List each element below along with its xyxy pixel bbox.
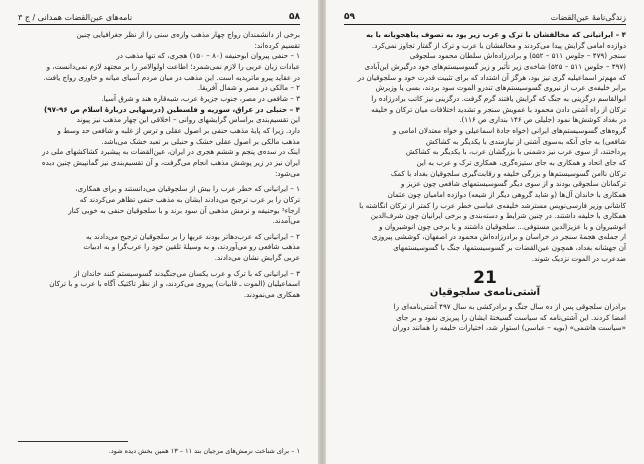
text-line: ۲ – مالکی در مصر و شمال آفریقا. bbox=[197, 83, 300, 93]
text-line: امضا کردند. این آشتی‌نامه که سیاست گسیختهٔ ایشان را پیریزی نمود و بر جای bbox=[396, 312, 626, 322]
text-line: ۲ – ایرانیانی که عرب‌دهاتر بودند عربها را بر سلجوقیان ترجیح می‌دادند به bbox=[85, 231, 300, 241]
text-line: ابوالقاسم درگزینی به جنگ که گرایش یافتند گرم گرفت. درگزینی نیز کاتب برادرزاده را bbox=[371, 93, 626, 103]
text-line: ترکان را بر عرب ترجیح می‌دادند ایشان به مذهب حنفی تظاهر می‌کردند که bbox=[79, 194, 300, 204]
text-line: ارجاء¹ بوحنیفه و نرمش مذهبی آن سود برند و با سلجوقیان حنفی به خوبی کنار bbox=[68, 205, 300, 215]
text-line: عربی گرایش نشان می‌دادند. bbox=[214, 253, 300, 263]
right-running-title: زندگی‌نامهٔ عین‌القضات bbox=[550, 13, 626, 22]
text-line: دوازده امامی گرایش پیدا می‌کردند و مخالفشان با عرب و ترک از گفتار تجاوز نمی‌کرد. bbox=[371, 40, 626, 50]
text-line: ترکمانان سلجوقی بودند و از سوی دیگر گسوسیستمهای شافعی چون عزیز و bbox=[401, 179, 626, 189]
text-line: که جای اتحاد و همکاری به جای ستیزه‌گری، همکاری ترک و عرب به این bbox=[416, 157, 626, 167]
text-line: برادران سلجوقی پس از ده سال جنگ و برادرکشی به سال ۴۹۷ آشتی‌نامه‌ای را bbox=[393, 302, 626, 312]
text-line: شافعی) به جای آنکه به‌سوی آشتی از نیازمندی با یکدیگر به کشاکش bbox=[425, 136, 626, 146]
text-line: ۳ – شافعی در مصر، جنوب جزیرهٔ عرب، شبه‌قاره هند و شرق آسیا. bbox=[101, 93, 300, 103]
text-line: اسماعیلیان (الموت ـ قابیات) پیروی می‌کردند، و از نظر تاکتیک آگاه با عرب و با ترکان bbox=[49, 279, 300, 289]
left-body-text bbox=[18, 30, 300, 300]
text-line: ضدعرب در الموت نزدیک شوند. bbox=[531, 253, 626, 263]
text-line: سنجر (۴۷۹ – جلوس ۵۱۱ – ۵۵۲) و برادرزاده‌اش سلطان محمود سلجوقی bbox=[409, 51, 626, 61]
text-line: که مهم‌تر اسماعیلیه گری نیز بود، هرگز آن اشتداد که برای تثبیت قدرت خود و سلجوقیان در bbox=[357, 72, 626, 82]
book-gutter bbox=[318, 0, 326, 464]
text-line: ۴ – ایرانیانی که مخالفشان با ترک و عرب زیر پود به تصوف پناهجویانه با به bbox=[366, 30, 626, 39]
text-line: ترکان از راه آشتی دادن محمود با عمویش سنجر و تشدید اختلافات میان ترکان و خلیفه bbox=[371, 104, 626, 114]
chapter-title: آشتی‌نامه‌ی سلجوقیان bbox=[429, 286, 541, 298]
footnote: ۱ – برای شناخت نرمش‌های مرجیان بند ۱۱ – ۱۳ همین بخش دیده شود. bbox=[108, 447, 300, 455]
right-running-head bbox=[344, 10, 626, 25]
left-running-title: نامه‌های عین‌القضات همدانی / ج ۳ bbox=[18, 13, 133, 22]
left-page-number: ۵۸ bbox=[289, 12, 300, 22]
text-line: تقسیم کرده‌اند: bbox=[254, 40, 300, 50]
text-line: عبادات زبان عربی را لازم نمی‌شمرد؛ اطاعت اولوالامر را بر مجتهد لازم نمی‌دانست، و bbox=[46, 61, 300, 71]
chapter-number: 21 bbox=[473, 267, 497, 288]
text-line: (۴۹۷ – جلوس ۵۱۱ – ۵۲۵) شاخه‌ی زیر تأثیر و زیر گسوسیستم‌های خود درگیرش این‌آبادی bbox=[364, 61, 626, 71]
text-line: ۱ – حنفی پیروان ابوحنیفه (۸۰ – ۱۵۰) هجری، که تنها مذهب در bbox=[116, 51, 300, 61]
left-page bbox=[0, 0, 318, 464]
text-line: ایران نیز در زیر پوشش مذهب انجام می‌گرفت، و آن تقسیم‌بندی نیز گمانپیش چنین دیده bbox=[41, 157, 300, 167]
text-line: ۴ – حنبلی در عراق، سوریه و فلسطین (درسهایی دربارهٔ اسلام ص ۹۶-۹۷) bbox=[44, 104, 300, 114]
text-line: ۳ – ایرانیانی که با ترک و عرب یکسان می‌جنگیدند گسوسیستم کنند خاندان از bbox=[73, 268, 300, 278]
text-line: «سیاست هاشمی» (بویه – عباسی) استوار شد، اختیارات خلیفه را همانند دوران bbox=[392, 323, 626, 333]
text-line: ار جمله‌ی هجمهٔ سنجر در خراسان و برادرزاده‌اش محمود در اصفهان، کوششی پیروزی bbox=[371, 232, 626, 242]
text-line: این تقسیم‌بندی براساس گرایشهای روانی – اخلاقی این چهار مذهب نیز پیوند bbox=[76, 115, 300, 125]
text-line: دارد. زیرا که پایهٔ مذهب حنفی بر اصول عقلی و ترس از غلبه و شافعی حد وسط و bbox=[57, 125, 300, 135]
text-line: آن جهشانه بغداد، همچون عین‌القضات بر گسوسیستمها، جنگ با گسوسیستمهای bbox=[393, 243, 626, 253]
text-line: کاشانی وزیر فارسی‌نویس مسترشد خلیفه‌ی عباسی خطر عرب را کمتر از ترکان انگاشته با bbox=[359, 200, 626, 210]
text-line: برخی از دانشمندان رواج چهار مذهب واره‌ی سنی را از نظر جغرافیایی چنین bbox=[76, 30, 300, 39]
text-line: در عقاید پیرو ماتریدیه است. این مذهب در میان مردم آسیای میانه و خاوری رواج یافت. bbox=[43, 72, 300, 82]
text-line: در بغداد کوشش‌ها نمود (جلیلی ص ۱۴۶ بنداری ص ۱۱۶). bbox=[459, 115, 626, 125]
text-line: برابر خلیفه‌ی عرب از نیروی گسوسیستم‌های تندرو الموت سود بردند، بسی یا وزیرش bbox=[375, 83, 626, 93]
text-line: می‌آمدند. bbox=[272, 216, 300, 226]
right-body-text bbox=[344, 30, 626, 334]
text-line: پرداختند، از سوی عرب نیز دشمنی با بزرگشان عرب، با یکدیگر به کشاکش bbox=[405, 147, 626, 157]
text-line: همکاری با خاندان آل‌ها (و شاید گروهی دیگر از شیعه) دوازده امامیان چون عثمان bbox=[387, 189, 626, 199]
text-line: ۱ – ایرانیانی که خطر عرب را بیش از سلجوقیان می‌دانستند و برای همکاری، bbox=[75, 184, 300, 194]
text-line: می‌شود: bbox=[274, 168, 300, 178]
text-line: همکاری با خلیفه داشتند. در چنین شرایط و دسته‌بندی و برخی ایرانیان چون شرف‌الدین bbox=[370, 211, 626, 221]
text-line: اینک در سده‌ی پنجم و ششم هجری در ایران، عین‌القضات به پیشبرد کشاکشهای ملی در bbox=[42, 147, 300, 157]
text-line: ترکان ناامن گسوسیستم‌ها و بزرگی خلیفه و رقابت‌گیری سلجوقیان بغداد با کمک bbox=[390, 168, 626, 178]
text-line: انوشیروان و یا عزیزالدین مستوفی... سلجوقیان داشتند و یا برخی چون انوشیروان و bbox=[379, 221, 626, 231]
right-page-number: ۵۹ bbox=[344, 12, 355, 22]
right-page bbox=[326, 0, 644, 464]
left-running-head bbox=[18, 10, 300, 25]
text-line: همکاری می‌نمودند. bbox=[243, 290, 300, 300]
footnote-rule bbox=[18, 441, 128, 442]
text-line: گروه‌های گسوسیستم‌های ایرانی (خواه جادهٔ اسماعیلی و خواه معتدلان امامی و bbox=[392, 125, 626, 135]
text-line: مذهب مالکی بر اصول عقلی خشک و حنبلی بر تعبد خشک می‌باشد. bbox=[101, 136, 300, 146]
text-line: مذهب شافعی رو می‌آوردند، و به وسیلهٔ تلقین خود را عرب‌گرا و به ادبیات bbox=[83, 242, 300, 252]
